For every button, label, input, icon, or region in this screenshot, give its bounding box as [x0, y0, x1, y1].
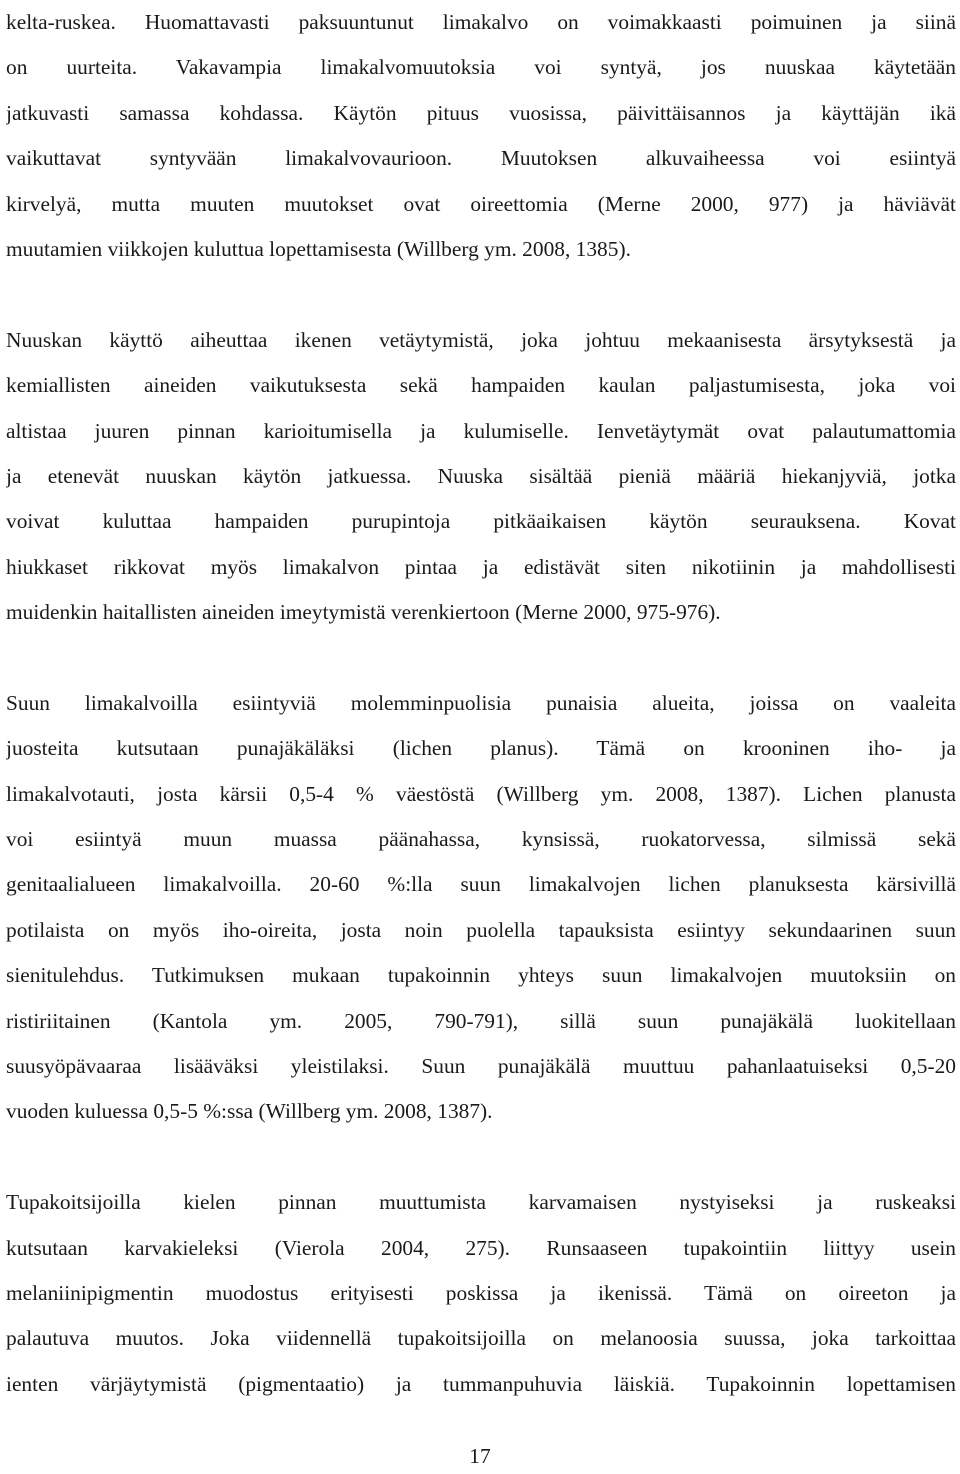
text-line: kemiallisten aineiden vaikutuksesta sekä hampaiden kaulan paljastumisesta, joka voi — [6, 373, 956, 398]
text-line: voivat kuluttaa hampaiden purupintoja pitkäaikaisen käytön seurauksena. Kovat — [6, 509, 956, 534]
text-line: palautuva muutos. Joka viidennellä tupakoitsijoilla on melanoosia suussa, joka tarkoittaa — [6, 1326, 956, 1351]
text-line: Tupakoitsijoilla kielen pinnan muuttumista karvamaisen nystyiseksi ja ruskeaksi — [6, 1190, 956, 1215]
text-line: juosteita kutsutaan punajäkäläksi (lichen planus). Tämä on krooninen iho- ja — [6, 736, 956, 761]
text-line: Suun limakalvoilla esiintyviä molemminpuolisia punaisia alueita, joissa on vaaleita — [6, 690, 956, 715]
text-line: genitaalialueen limakalvoilla. 20-60 %:lla suun limakalvojen lichen planuksesta kärsivillä — [6, 872, 956, 897]
text-line: jatkuvasti samassa kohdassa. Käytön pituus vuosissa, päivittäisannos ja käyttäjän ikä — [6, 100, 956, 125]
text-line: potilaista on myös iho-oireita, josta noin puolella tapauksista esiintyy sekundaarinen suun — [6, 917, 956, 942]
text-line: ienten värjäytymistä (pigmentaatio) ja tummanpuhuvia läiskiä. Tupakoinnin lopettamisen — [6, 1371, 956, 1396]
paragraph-gum-recession — [6, 318, 956, 636]
text-line: suusyöpävaaraa lisääväksi yleistilaksi. Suun punajäkälä muuttuu pahanlaatuiseksi 0,5-20 — [6, 1053, 956, 1078]
text-line: ja etenevät nuuskan käytön jatkuessa. Nuuska sisältää pieniä määriä hiekanjyviä, jotka — [6, 463, 956, 488]
text-line: limakalvotauti, josta kärsii 0,5-4 % väestöstä (Willberg ym. 2008, 1387). Lichen planusta — [6, 781, 956, 806]
paragraph-mucosa-changes — [6, 0, 956, 272]
text-line: altistaa juuren pinnan karioitumisella ja kulumiselle. Ienvetäytymät ovat palautumattomia — [6, 418, 956, 443]
text-line: sienitulehdus. Tutkimuksen mukaan tupakoinnin yhteys suun limakalvojen muutoksiin on — [6, 963, 956, 988]
text-line: ristiriitainen (Kantola ym. 2005, 790-791), sillä suun punajäkälä luokitellaan — [6, 1008, 956, 1033]
text-line: kelta-ruskea. Huomattavasti paksuuntunut limakalvo on voimakkaasti poimuinen ja siinä — [6, 10, 956, 34]
paragraph-spacer — [6, 635, 956, 680]
text-line: voi esiintyä muun muassa päänahassa, kynsissä, ruokatorvessa, silmissä sekä — [6, 827, 956, 852]
text-line: Nuuskan käyttö aiheuttaa ikenen vetäytymistä, joka johtuu mekaanisesta ärsytyksestä ja — [6, 327, 956, 352]
text-line: hiukkaset rikkovat myös limakalvon pintaa ja edistävät siten nikotiinin ja mahdollisesti — [6, 554, 956, 579]
text-line: melaniinipigmentin muodostus erityisesti poskissa ja ikenissä. Tämä on oireeton ja — [6, 1280, 956, 1305]
text-line: vuoden kuluessa 0,5-5 %:ssa (Willberg ym. 2008, 1387). — [6, 1099, 493, 1124]
text-line: muutamien viikkojen kuluttua lopettamisesta (Willberg ym. 2008, 1385). — [6, 236, 631, 261]
paragraph-spacer — [6, 1135, 956, 1180]
text-line: kutsutaan karvakieleksi (Vierola 2004, 275). Runsaaseen tupakointiin liittyy usein — [6, 1235, 956, 1260]
text-line: muidenkin haitallisten aineiden imeytymistä verenkiertoon (Merne 2000, 975-976). — [6, 600, 721, 625]
text-line: on uurteita. Vakavampia limakalvomuutoksia voi syntyä, jos nuuskaa käytetään — [6, 55, 956, 80]
paragraph-lichen-planus — [6, 681, 956, 1135]
text-line: vaikuttavat syntyvään limakalvovaurioon. Muutoksen alkuvaiheessa voi esiintyä — [6, 146, 956, 171]
document-page — [6, 0, 956, 1407]
text-line: kirvelyä, mutta muuten muutokset ovat oireettomia (Merne 2000, 977) ja häviävät — [6, 191, 956, 216]
paragraph-spacer — [6, 272, 956, 317]
paragraph-hairy-tongue — [6, 1180, 956, 1407]
page-number: 17 — [469, 1444, 491, 1468]
